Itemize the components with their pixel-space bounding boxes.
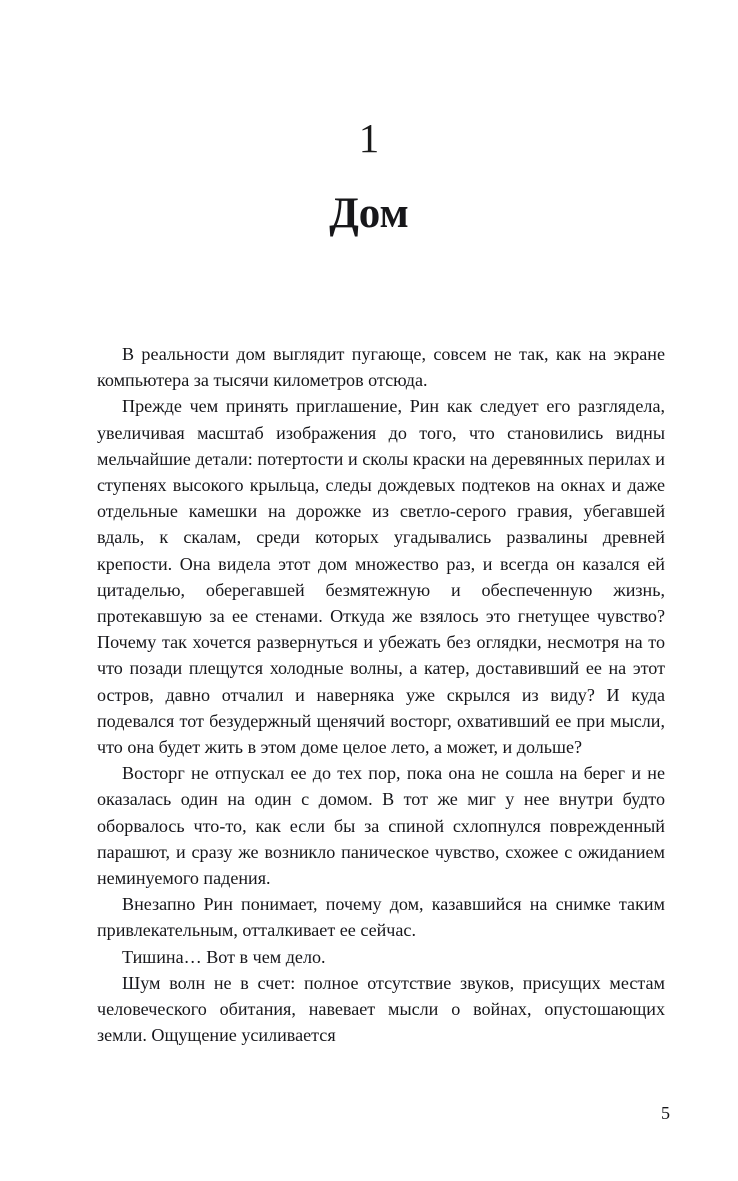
chapter-number: 1 — [358, 115, 380, 161]
chapter-heading — [0, 115, 738, 237]
paragraph: Прежде чем принять приглашение, Рин как следует его разглядела, увеличивая масштаб изображения до того, что становились видны мельчайшие детали: потертости и сколы краски на деревянных перилах и ступенях высокого крыльца, следы дождевых подтеков на окнах и даже отдельные камешки на дорожке из светло-серого гравия, убегавшей вдаль, к скалам, среди которых угадывались развалины древней крепости. Она видела этот дом множество раз, и всегда он казался ей цитаделью, оберегавшей безмятежную и обеспеченную жизнь, протекавшую за ее стенами. Откуда же взялось это гнетущее чувство? Почему так хочется развернуться и убежать без оглядки, несмотря на то что позади плещутся холодные волны, а катер, доставивший ее на этот остров, давно отчалил и наверняка уже скрылся из виду? И куда подевался тот безудержный щенячий восторг, охвативший ее при мысли, что она будет жить в этом доме целое лето, а может, и дольше? — [97, 396, 665, 758]
page-number: 5 — [661, 1103, 670, 1123]
paragraph: Шум волн не в счет: полное отсутствие звуков, присущих местам человеческого обитания, навевает мысли о войнах, опустошающих земли. Ощущение усиливается — [97, 972, 665, 1046]
paragraph: Внезапно Рин понимает, почему дом, казавшийся на снимке таким привлекательным, отталкивает ее сейчас. — [97, 894, 665, 941]
paragraph: В реальности дом выглядит пугающе, совсем не так, как на экране компьютера за тысячи километров отсюда. — [97, 344, 665, 391]
chapter-title: Дом — [329, 190, 409, 237]
paragraph: Восторг не отпускал ее до тех пор, пока она не сошла на берег и не оказалась один на один с домом. В тот же миг у нее внутри будто оборвалось что-то, как если бы за спиной схлопнулся поврежденный парашют, и сразу же возникло паническое чувство, схожее с ожиданием неминуемого падения. — [97, 763, 665, 889]
body-text — [97, 341, 665, 1048]
paragraph: Тишина… Вот в чем дело. — [122, 946, 326, 967]
